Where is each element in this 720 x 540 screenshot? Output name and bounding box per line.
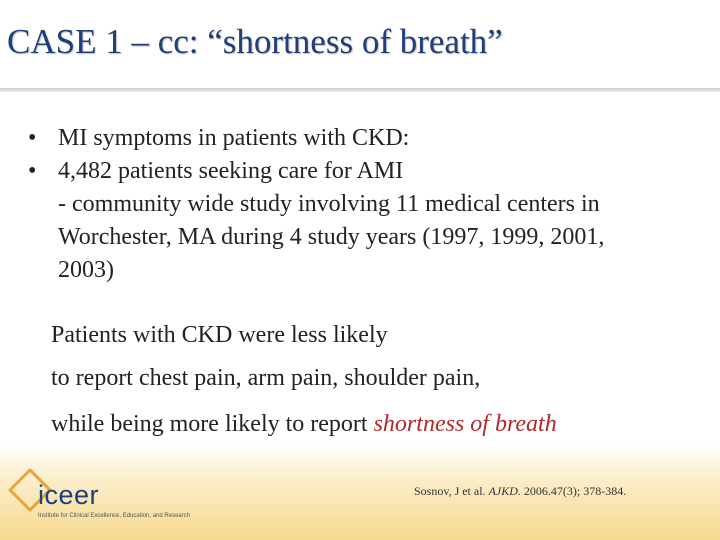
sub-line: 2003) — [58, 257, 114, 283]
bullet-list — [26, 122, 706, 287]
bullet-text: 4,482 patients seeking care for AMI — [58, 158, 404, 184]
bullet-item — [26, 155, 706, 188]
sub-line: - community wide study involving 11 medical centers in — [58, 191, 600, 217]
bullet-marker: • — [28, 125, 37, 151]
slide-title: CASE 1 – cc: “shortness of breath” — [7, 22, 503, 61]
highlight-text: shortness of breath — [373, 411, 557, 437]
title-divider — [0, 88, 720, 92]
iceer-logo — [8, 468, 208, 528]
citation-details: 2006.47(3); 378-384. — [520, 484, 627, 498]
bullet-marker: • — [28, 158, 37, 184]
finding-line-3 — [51, 411, 557, 438]
logo-wordmark: iceer — [38, 480, 100, 510]
citation — [414, 484, 626, 499]
citation-authors: Sosnov, J et al. — [414, 484, 489, 498]
bullet-text: MI symptoms in patients with CKD: — [58, 125, 410, 151]
bullet-item — [26, 122, 706, 155]
finding-line-2: to report chest pain, arm pain, shoulder pain, — [51, 365, 481, 391]
sub-line: Worchester, MA during 4 study years (1997, 1999, 2001, — [58, 224, 605, 250]
citation-journal: AJKD. — [488, 484, 521, 498]
finding-text: while being more likely to report — [51, 411, 374, 437]
logo-tagline: Institute for Clinical Excellence, Education, and Research — [38, 513, 191, 519]
finding-line-1: Patients with CKD were less likely — [51, 322, 388, 348]
